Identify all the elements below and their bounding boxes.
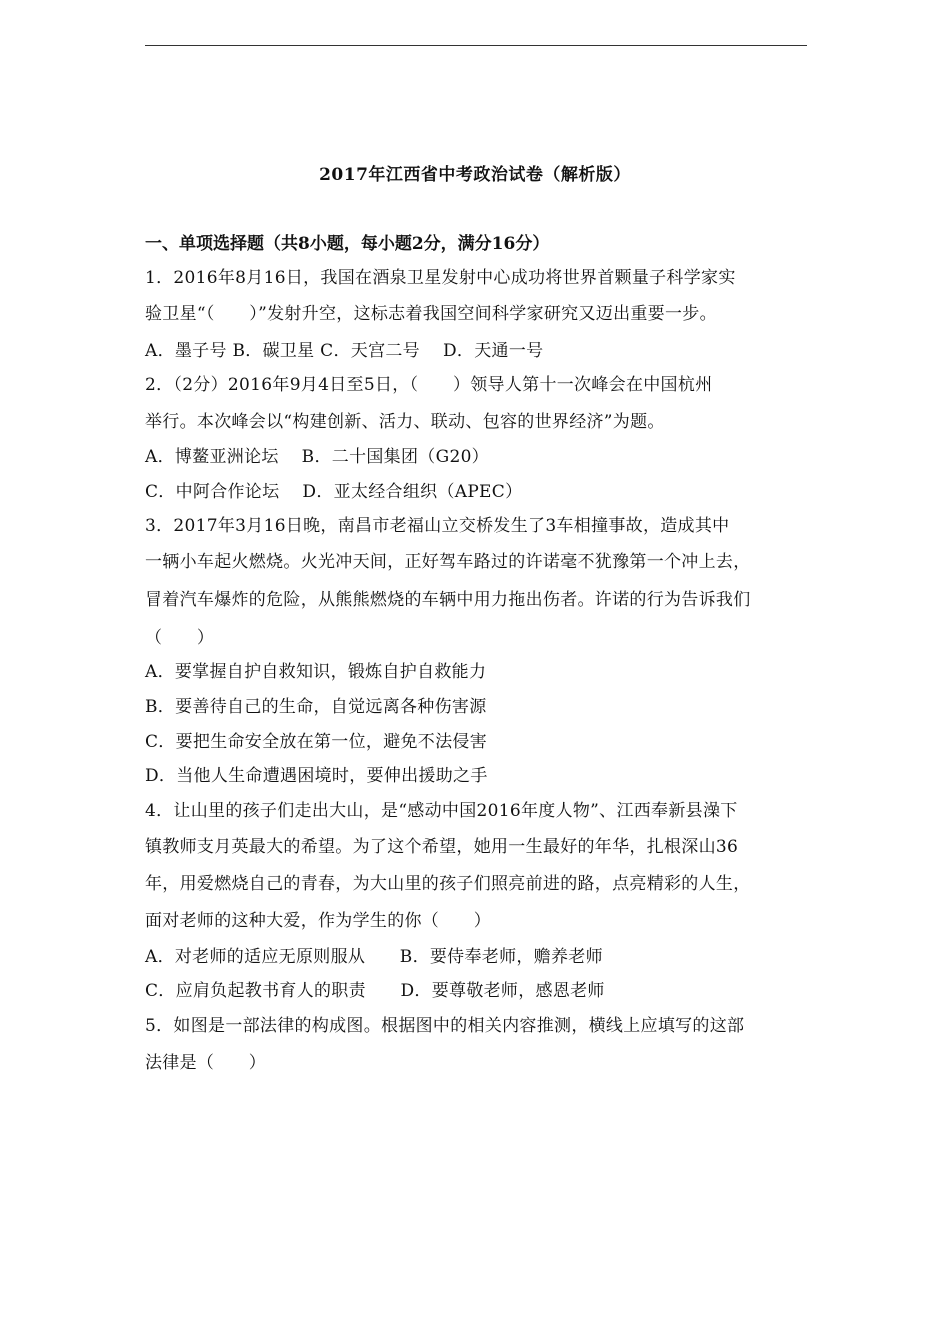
text-line: 2．（2分）2016年9月4日至5日，（ ）领导人第十一次峰会在中国杭州 xyxy=(145,375,713,395)
page-title: 2017年江西省中考政治试卷（解析版） xyxy=(319,165,631,185)
text-line: 验卫星“（ ）”发射升空，这标志着我国空间科学家研究又迈出重要一步。 xyxy=(145,304,717,324)
text-line: 冒着汽车爆炸的危险，从熊熊燃烧的车辆中用力拖出伤者。许诺的行为告诉我们 xyxy=(145,590,751,610)
text-line: （ ） xyxy=(145,628,215,648)
text-line: A．对老师的适应无原则服从 B．要侍奉老师，赡养老师 xyxy=(145,947,603,967)
section-heading: 一、单项选择题（共8小题，每小题2分，满分16分） xyxy=(145,234,550,254)
text-line: 4．让山里的孩子们走出大山，是“感动中国2016年度人物”、江西奉新县澡下 xyxy=(145,801,738,821)
text-line: 面对老师的这种大爱，作为学生的你（ ） xyxy=(145,911,491,931)
text-line: A．要掌握自护自救知识，锻炼自护自救能力 xyxy=(145,662,487,682)
text-line: 3．2017年3月16日晚，南昌市老福山立交桥发生了3车相撞事故，造成其中 xyxy=(145,516,730,536)
text-line: A．墨子号 B．碳卫星 C．天宫二号 D．天通一号 xyxy=(145,341,544,361)
text-line: B．要善待自己的生命，自觉远离各种伤害源 xyxy=(145,697,487,717)
header-rule xyxy=(145,45,807,46)
text-line: C．应肩负起教书育人的职责 D．要尊敬老师，感恩老师 xyxy=(145,981,605,1001)
text-line: 5．如图是一部法律的构成图。根据图中的相关内容推测，横线上应填写的这部 xyxy=(145,1016,745,1036)
text-line: D．当他人生命遭遇困境时，要伸出援助之手 xyxy=(145,766,488,786)
text-line: 年，用爱燃烧自己的青春，为大山里的孩子们照亮前进的路，点亮精彩的人生， xyxy=(145,874,751,894)
text-line: C．中阿合作论坛 D．亚太经合组织（APEC） xyxy=(145,482,523,502)
text-line: 镇教师支月英最大的希望。为了这个希望，她用一生最好的年华，扎根深山36 xyxy=(145,837,739,857)
text-line: 1．2016年8月16日，我国在酒泉卫星发射中心成功将世界首颗量子科学家实 xyxy=(145,268,736,288)
text-line: C．要把生命安全放在第一位，避免不法侵害 xyxy=(145,732,488,752)
text-line: 举行。本次峰会以“构建创新、活力、联动、包容的世界经济”为题。 xyxy=(145,412,665,432)
text-line: 法律是（ ） xyxy=(145,1053,267,1073)
text-line: 一辆小车起火燃烧。火光冲天间，正好驾车路过的许诺毫不犹豫第一个冲上去， xyxy=(145,552,751,572)
text-line: A．博鳌亚洲论坛 B．二十国集团（G20） xyxy=(145,447,489,467)
